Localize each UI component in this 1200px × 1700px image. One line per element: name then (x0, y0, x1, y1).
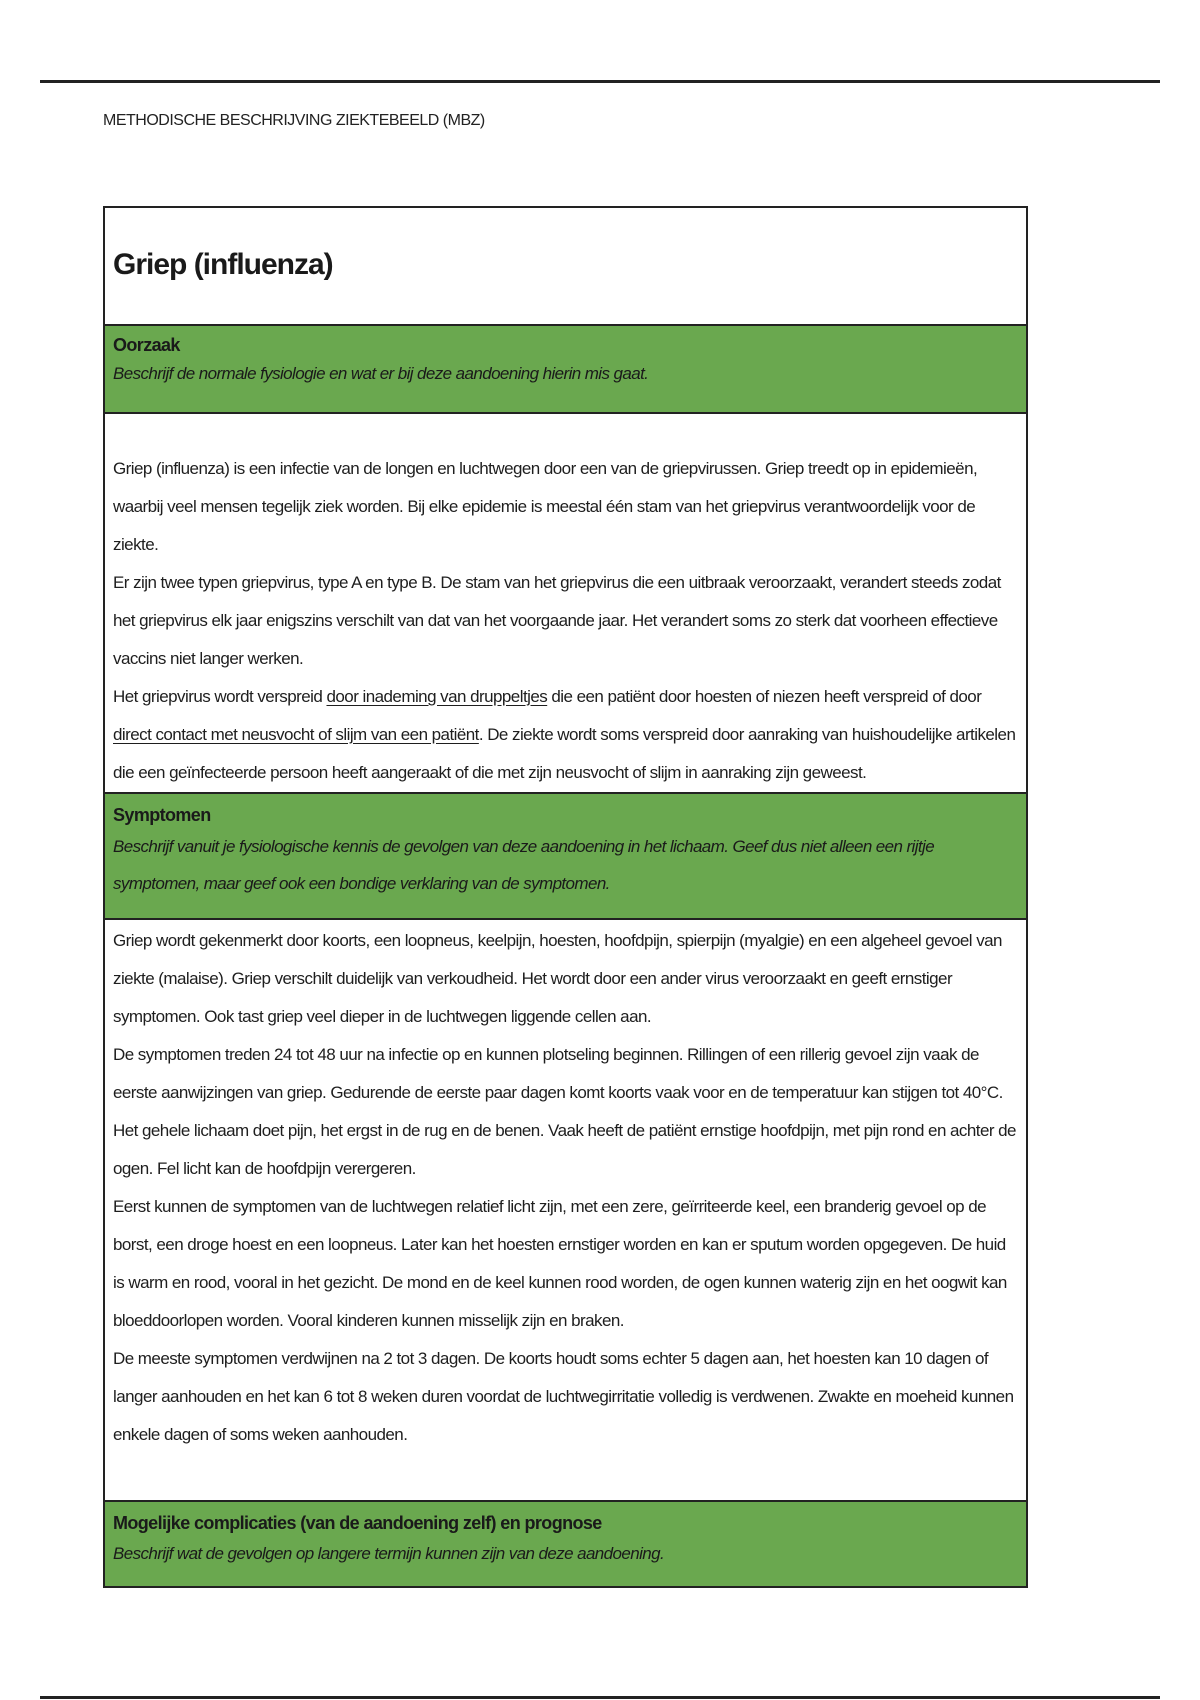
symptomen-hint: Beschrijf vanuit je fysiologische kennis de gevolgen van deze aandoening in het lichaam. Geef dus niet alleen een rijtje symptomen, maar geef ook een bondige verklaring van de symptomen. (113, 837, 935, 893)
oorzaak-p3-underline-contact: direct contact met neusvocht of slijm van een patiënt (113, 725, 479, 744)
document-header: METHODISCHE BESCHRIJVING ZIEKTEBEELD (MBZ) (103, 112, 485, 129)
symptomen-paragraph-2: De symptomen treden 24 tot 48 uur na infectie op en kunnen plotseling beginnen. Rillingen of een rillerig gevoel zijn vaak de eerste aanwijzingen van griep. Gedurende de eerste paar dagen komt koorts vaak voor en de temperatuur kan stijgen tot 40°C. Het gehele lichaam doet pijn, het ergst in de rug en de benen. Vaak heeft de patiënt ernstige hoofdpijn, met pijn rond en achter de ogen. Fel licht kan de hoofdpijn verergeren. (113, 1045, 1016, 1178)
title-row (104, 207, 1027, 325)
oorzaak-heading-row (104, 325, 1027, 413)
oorzaak-body-row (104, 413, 1027, 793)
symptomen-paragraph-3: Eerst kunnen de symptomen van de luchtwegen relatief licht zijn, met een zere, geïrriteerde keel, een branderig gevoel op de borst, een droge hoest en een loopneus. Later kan het hoesten ernstiger worden en kan er sputum worden opgegeven. De huid is warm en rood, vooral in het gezicht. De mond en de keel kunnen rood worden, de ogen kunnen waterig zijn en het oogwit kan bloeddoorlopen worden. Vooral kinderen kunnen misselijk zijn en braken. (113, 1197, 1007, 1330)
oorzaak-p3-text-a: Het griepvirus wordt verspreid (113, 687, 327, 706)
symptomen-paragraph-4: De meeste symptomen verdwijnen na 2 tot 3 dagen. De koorts houdt soms echter 5 dagen aan, het hoesten kan 10 dagen of langer aanhouden en het kan 6 tot 8 weken duren voordat de luchtwegirritatie volledig is verdwenen. Zwakte en moeheid kunnen enkele dagen of soms weken aanhouden. (113, 1349, 1014, 1444)
complicaties-hint: Beschrijf wat de gevolgen op langere termijn kunnen zijn van deze aandoening. (113, 1544, 665, 1563)
complicaties-heading-cell (104, 1501, 1027, 1587)
oorzaak-p3-underline-droplets: door inademing van druppeltjes (326, 687, 548, 706)
oorzaak-hint: Beschrijf de normale fysiologie en wat er bij deze aandoening hierin mis gaat. (113, 364, 649, 383)
symptomen-heading-cell (104, 793, 1027, 919)
symptomen-paragraph-1: Griep wordt gekenmerkt door koorts, een loopneus, keelpijn, hoesten, hoofdpijn, spierpijn (myalgie) en een algeheel gevoel van ziekte (malaise). Griep verschilt duidelijk van verkoudheid. Het wordt door een ander virus veroorzaakt en geeft ernstiger symptomen. Ook tast griep veel dieper in de luchtwegen liggende cellen aan. (113, 931, 1002, 1026)
page-title: Griep (influenza) (113, 248, 333, 281)
bottom-rule (40, 1696, 1160, 1699)
symptomen-body-cell (104, 919, 1027, 1501)
oorzaak-paragraph-2: Er zijn twee typen griepvirus, type A en type B. De stam van het griepvirus die een uitbraak veroorzaakt, verandert steeds zodat het griepvirus elk jaar enigszins verschilt van dat van het voorgaande jaar. Het verandert soms zo sterk dat voorheen effectieve vaccins niet langer werken. (113, 573, 1001, 668)
complicaties-heading-row (104, 1501, 1027, 1587)
symptomen-heading: Symptomen (113, 805, 211, 825)
top-rule (40, 80, 1160, 83)
oorzaak-paragraph-1: Griep (influenza) is een infectie van de longen en luchtwegen door een van de griepvirussen. Griep treedt op in epidemieën, waarbij veel mensen tegelijk ziek worden. Bij elke epidemie is meestal één stam van het griepvirus verantwoordelijk voor de ziekte. (113, 459, 978, 554)
symptomen-body-row (104, 919, 1027, 1501)
oorzaak-heading-cell (104, 325, 1027, 413)
oorzaak-body-cell (104, 413, 1027, 793)
oorzaak-heading: Oorzaak (113, 335, 180, 355)
symptomen-heading-row (104, 793, 1027, 919)
title-cell (104, 207, 1027, 325)
complicaties-heading: Mogelijke complicaties (van de aandoening zelf) en prognose (113, 1513, 602, 1533)
mbz-table (103, 206, 1028, 1588)
oorzaak-p3-text-c: die een patiënt door hoesten of niezen heeft verspreid of door (547, 687, 982, 706)
oorzaak-p3-text-e: . De ziekte wordt soms verspreid door aanraking van huishoudelijke artikelen die een geïnfecteerde persoon heeft aangeraakt of die met zijn neusvocht of slijm in aanraking zijn geweest. (113, 725, 1016, 782)
oorzaak-paragraph-3 (113, 678, 1018, 792)
